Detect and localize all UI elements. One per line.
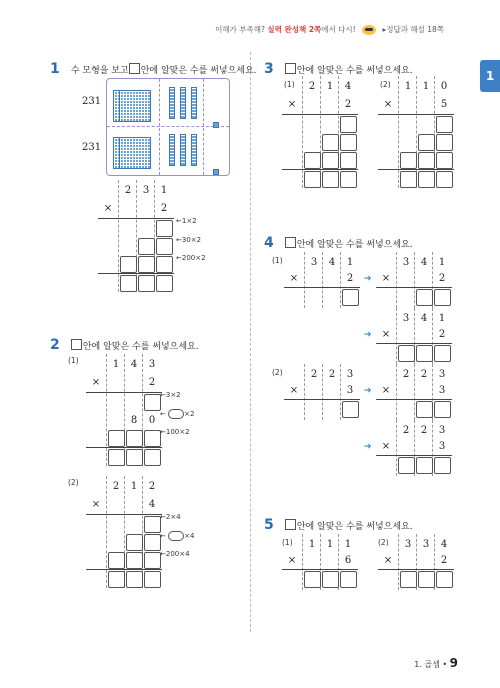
digit: 3 (438, 368, 446, 380)
number-label: 231 (82, 96, 102, 107)
question-number: 4 (264, 235, 274, 251)
times-sign: × (381, 272, 391, 284)
question-text (71, 66, 257, 76)
note-highlight: 실력 완성책 2쪽 (267, 25, 322, 34)
partial-label-text: ×2 (184, 410, 195, 418)
answer-box[interactable] (144, 552, 161, 569)
blank-box-icon (71, 339, 82, 350)
digit: 1 (326, 80, 334, 92)
answer-box[interactable] (436, 152, 453, 169)
digit: 3 (404, 538, 412, 550)
ten-rod-icon (180, 134, 186, 166)
partial-label: ←200×4 (160, 550, 190, 558)
answer-box[interactable] (144, 534, 161, 551)
arrow-right-icon: ➔ (364, 274, 372, 284)
number-label: 231 (82, 142, 102, 153)
answer-oval-box[interactable] (168, 531, 184, 541)
digit: 3 (438, 440, 446, 452)
answer-box[interactable] (138, 275, 155, 292)
q4-2a-grid (284, 364, 364, 420)
partial-label: ←100×2 (160, 428, 190, 436)
q5-2-grid (378, 534, 458, 590)
problem-tag: (1) (284, 80, 295, 89)
digit: 2 (438, 328, 446, 340)
times-sign: × (383, 554, 393, 566)
problem-tag: (1) (272, 256, 283, 265)
digit: 1 (404, 80, 412, 92)
digit: 6 (344, 554, 352, 566)
chapter-tab: 1 (480, 60, 500, 92)
partial-label: ←2×4 (160, 513, 181, 521)
answer-box[interactable] (156, 275, 173, 292)
answer-box[interactable] (322, 134, 339, 151)
footer-dot: • (442, 660, 448, 669)
answer-box[interactable] (416, 345, 433, 362)
header-note (215, 24, 444, 35)
digit: 2 (346, 272, 354, 284)
figure-divider (203, 79, 204, 175)
answer-box[interactable] (120, 275, 137, 292)
answer-box[interactable] (398, 457, 415, 474)
problem-tag: (2) (378, 538, 389, 547)
times-sign: × (381, 384, 391, 396)
blank-box-icon (285, 519, 296, 530)
tens-rods (169, 87, 197, 123)
digit: 2 (420, 424, 428, 436)
answer-box[interactable] (342, 401, 359, 418)
section-name: 1. 곱셈 (414, 660, 440, 669)
answer-box[interactable] (418, 571, 435, 588)
answer-box[interactable] (416, 401, 433, 418)
digit: 3 (310, 256, 318, 268)
question-text: 안에 알맞은 수를 써넣으세요. (296, 66, 413, 76)
blank-box-icon (285, 237, 296, 248)
digit: 2 (112, 480, 120, 492)
page-number: 9 (449, 656, 458, 670)
answer-box[interactable] (126, 571, 143, 588)
answer-box[interactable] (126, 552, 143, 569)
digit: 1 (422, 80, 430, 92)
times-sign: × (381, 440, 391, 452)
answer-box[interactable] (418, 171, 435, 188)
answer-box[interactable] (340, 116, 357, 133)
digit: 1 (308, 538, 316, 550)
digit: 3 (402, 312, 410, 324)
ten-rod-icon (169, 134, 175, 166)
times-sign: × (287, 554, 297, 566)
digit: 2 (310, 368, 318, 380)
question-1-title (50, 58, 257, 77)
digit: 2 (440, 554, 448, 566)
ones-unit-icon (213, 113, 219, 132)
digit: 3 (422, 538, 430, 550)
answer-box[interactable] (304, 152, 321, 169)
question-text: 안에 알맞은 수를 써넣으세요. (296, 240, 413, 250)
answer-box[interactable] (342, 289, 359, 306)
digit: 8 (130, 414, 138, 426)
digit: 2 (160, 202, 168, 214)
question-5-title (264, 514, 413, 533)
answer-box[interactable] (156, 220, 173, 237)
answer-box[interactable] (144, 449, 161, 466)
answer-box[interactable] (108, 430, 125, 447)
digit: 0 (148, 414, 156, 426)
hundreds-blocks (113, 87, 151, 126)
answer-box[interactable] (322, 171, 339, 188)
q3-2-grid (378, 76, 458, 188)
times-sign: × (381, 328, 391, 340)
question-number: 1 (50, 61, 60, 77)
digit: 5 (440, 98, 448, 110)
tens-rods (169, 134, 197, 170)
blank-box-icon (129, 63, 140, 74)
question-text-b: 안에 알맞은 수를 써넣으세요. (140, 66, 257, 76)
answer-box[interactable] (436, 571, 453, 588)
character-icon (362, 25, 376, 35)
note-prefix: 이해가 부족해? (215, 25, 265, 34)
partial-label-with-box: ← ×4 (160, 532, 195, 540)
answer-box[interactable] (400, 152, 417, 169)
digit: 2 (124, 184, 132, 196)
digit: 4 (328, 256, 336, 268)
answer-box[interactable] (340, 571, 357, 588)
times-sign: × (103, 202, 113, 214)
answer-box[interactable] (144, 516, 161, 533)
answer-box[interactable] (416, 289, 433, 306)
answer-box[interactable] (126, 430, 143, 447)
answer-box[interactable] (138, 256, 155, 273)
answer-box[interactable] (418, 134, 435, 151)
digit: 3 (148, 358, 156, 370)
times-sign: × (289, 272, 299, 284)
column-divider (250, 52, 251, 632)
answer-box[interactable] (108, 552, 125, 569)
arrow-right-icon: ➔ (364, 330, 372, 340)
problem-tag: (2) (272, 368, 283, 377)
partial-label: ←200×2 (176, 254, 206, 262)
digit: 2 (438, 272, 446, 284)
ones-unit-icon (213, 160, 219, 179)
figure-divider (159, 79, 160, 175)
answer-box[interactable] (400, 571, 417, 588)
digit: 3 (438, 384, 446, 396)
digit: 2 (420, 368, 428, 380)
answer-box[interactable] (144, 571, 161, 588)
answer-box[interactable] (436, 116, 453, 133)
digit: 1 (112, 358, 120, 370)
answer-box[interactable] (144, 394, 161, 411)
answer-box[interactable] (120, 256, 137, 273)
ten-rod-icon (169, 87, 175, 119)
problem-tag: (1) (68, 356, 79, 365)
partial-label: ←30×2 (176, 236, 202, 244)
hundreds-blocks (113, 134, 151, 173)
digit: 4 (440, 538, 448, 550)
answer-box[interactable] (144, 430, 161, 447)
partial-label-text: ×4 (184, 532, 195, 540)
ten-rod-icon (191, 87, 197, 119)
partial-label-with-box: ← ×2 (160, 410, 195, 418)
answer-box[interactable] (398, 345, 415, 362)
answer-box[interactable] (436, 134, 453, 151)
answer-box[interactable] (156, 256, 173, 273)
hundred-block-icon (119, 137, 151, 169)
question-text: 안에 알맞은 수를 써넣으세요. (296, 522, 413, 532)
digit: 3 (346, 368, 354, 380)
base-ten-blocks-figure (106, 78, 230, 176)
question-3-title (264, 58, 413, 77)
digit: 2 (344, 98, 352, 110)
digit: 3 (142, 184, 150, 196)
answer-box[interactable] (434, 457, 451, 474)
answer-box[interactable] (108, 449, 125, 466)
digit: 1 (326, 538, 334, 550)
q4-1c-grid (376, 308, 456, 364)
question-number: 5 (264, 517, 274, 533)
page-footer (414, 656, 458, 670)
q2-1-grid (86, 354, 166, 466)
question-text-a: 수 모형을 보고 (70, 66, 129, 76)
question-2-title (50, 334, 199, 353)
digit: 2 (402, 368, 410, 380)
digit: 2 (148, 376, 156, 388)
digit: 1 (130, 480, 138, 492)
answer-box[interactable] (416, 457, 433, 474)
answer-oval-box[interactable] (168, 409, 184, 419)
problem-tag: (2) (380, 80, 391, 89)
answer-box[interactable] (436, 171, 453, 188)
answer-box[interactable] (126, 449, 143, 466)
question-4-title (264, 232, 413, 251)
digit: 2 (148, 480, 156, 492)
question-number: 2 (50, 337, 60, 353)
answer-box[interactable] (340, 171, 357, 188)
digit: 1 (344, 538, 352, 550)
partial-label: ←1×2 (176, 217, 197, 225)
answer-box[interactable] (400, 171, 417, 188)
digit: 3 (438, 424, 446, 436)
digit: 4 (344, 80, 352, 92)
digit: 2 (402, 424, 410, 436)
answer-box[interactable] (304, 171, 321, 188)
q3-1-grid (282, 76, 362, 188)
arrow-right-icon: ➔ (364, 386, 372, 396)
times-sign: × (91, 376, 101, 388)
digit: 4 (420, 312, 428, 324)
problem-tag: (2) (68, 478, 79, 487)
times-sign: × (383, 98, 393, 110)
answer-reference: ▸정답과 해설 18쪽 (382, 25, 444, 34)
answer-box[interactable] (434, 289, 451, 306)
blank-box-icon (285, 63, 296, 74)
answer-box[interactable] (340, 134, 357, 151)
answer-box[interactable] (434, 345, 451, 362)
digit: 1 (346, 256, 354, 268)
answer-box[interactable] (418, 152, 435, 169)
partial-label: ←3×2 (160, 391, 181, 399)
answer-box[interactable] (108, 571, 125, 588)
ten-rod-icon (191, 134, 197, 166)
arrow-right-icon: ➔ (364, 442, 372, 452)
q2-2-grid (86, 476, 166, 588)
digit: 4 (420, 256, 428, 268)
answer-box[interactable] (126, 534, 143, 551)
q4-2c-grid (376, 420, 456, 476)
times-sign: × (289, 384, 299, 396)
figure-divider (107, 126, 229, 127)
digit: 3 (346, 384, 354, 396)
digit: 2 (328, 368, 336, 380)
digit: 4 (130, 358, 138, 370)
ten-rod-icon (180, 87, 186, 119)
answer-box[interactable] (322, 152, 339, 169)
digit: 2 (308, 80, 316, 92)
answer-box[interactable] (322, 571, 339, 588)
answer-box[interactable] (138, 238, 155, 255)
q5-1-grid (282, 534, 362, 590)
q4-2b-grid (376, 364, 456, 420)
q4-1b-grid (376, 252, 456, 308)
answer-box[interactable] (304, 571, 321, 588)
q1-multiplication-grid (98, 180, 178, 292)
answer-box[interactable] (340, 152, 357, 169)
times-sign: × (287, 98, 297, 110)
answer-box[interactable] (156, 238, 173, 255)
problem-tag: (1) (282, 538, 293, 547)
digit: 1 (160, 184, 168, 196)
digit: 1 (438, 256, 446, 268)
times-sign: × (91, 498, 101, 510)
hundred-block-icon (119, 90, 151, 122)
question-text: 안에 알맞은 수를 써넣으세요. (82, 342, 199, 352)
digit: 3 (402, 256, 410, 268)
answer-box[interactable] (434, 401, 451, 418)
digit: 4 (148, 498, 156, 510)
q4-1a-grid (284, 252, 364, 308)
digit: 1 (438, 312, 446, 324)
question-number: 3 (264, 61, 274, 77)
note-suffix: 에서 다시! (321, 25, 356, 34)
digit: 0 (440, 80, 448, 92)
